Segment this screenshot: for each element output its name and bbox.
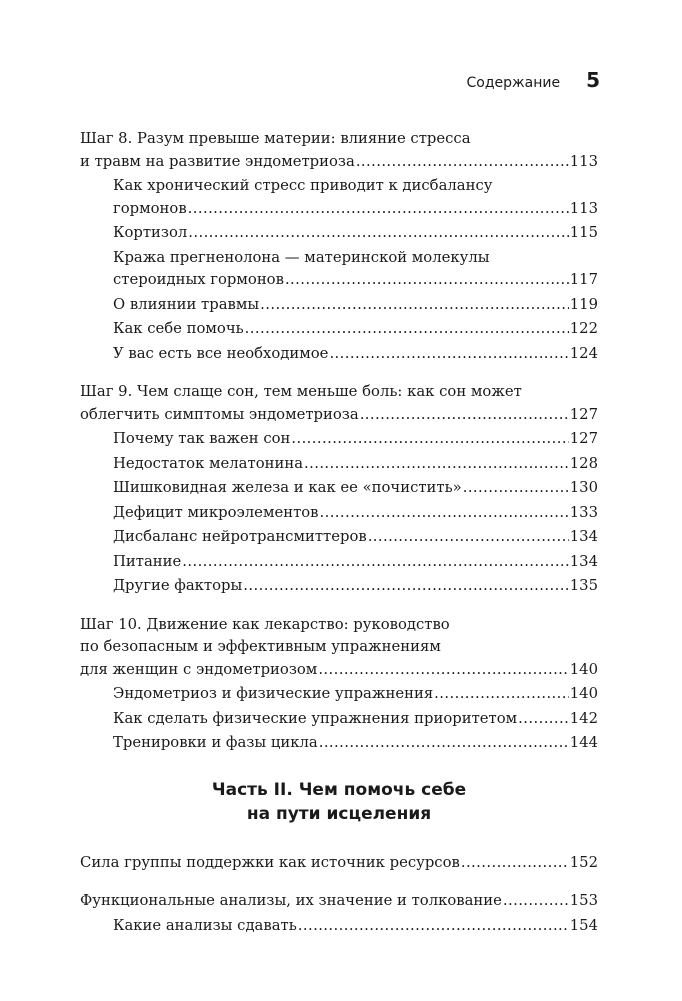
page-ref: 152 [569,853,598,871]
toc-entry-line[interactable] [80,614,598,637]
toc-entry-line[interactable] [80,659,598,682]
dot-leader [291,428,568,451]
toc-subentry [80,428,598,451]
toc-subentry-line[interactable] [80,318,598,341]
toc-subentry-title: Питание [113,552,182,570]
page-ref: 154 [569,916,598,934]
page-ref: 127 [569,430,598,447]
toc-entry [80,381,598,598]
toc-entry-title: по безопасным и эффективным упражнениям [80,638,441,655]
toc-entry [80,128,598,365]
table-of-contents [80,128,598,953]
toc-subentry-title: У вас есть все необходимое [113,344,329,362]
dot-leader [320,502,569,525]
toc-entry [80,852,598,875]
dot-leader [318,659,568,682]
toc-subentry [80,915,598,938]
toc-entry [80,614,598,755]
toc-subentry-title: Почему так важен сон [113,430,291,447]
part-heading [80,778,598,826]
page-ref: 128 [569,454,598,472]
toc-subentry-title: Какие анализы сдавать [113,916,297,934]
dot-leader [329,343,568,366]
toc-subentry-line[interactable] [80,575,598,598]
toc-subentry [80,502,598,525]
toc-subentry-title: стероидных гормонов [113,271,284,288]
toc-entry-title: Шаг 9. Чем слаще сон, тем меньше боль: как сон может [80,383,522,400]
toc-subentry-title: Как себе помочь [113,320,244,337]
toc-subentry [80,453,598,476]
dot-leader [356,151,569,174]
toc-subentry-title: Как хронический стресс приводит к дисбалансу [113,177,493,194]
page-ref: 119 [569,295,598,313]
dot-leader [304,453,569,476]
dot-leader [298,915,569,938]
toc-subentry-line[interactable] [80,222,598,245]
toc-subentry [80,294,598,317]
toc-subentry-line[interactable] [80,343,598,366]
dot-leader [434,683,569,706]
toc-subentry [80,526,598,549]
toc-subentry-title: Эндометриоз и физические упражнения [113,685,434,702]
toc-subentry [80,247,598,292]
toc-entry [80,890,598,937]
toc-entry-title: и травм на развитие эндометриоза [80,152,355,170]
page-ref: 130 [569,479,598,496]
page-ref: 127 [569,405,598,423]
toc-entry-title: Шаг 10. Движение как лекарство: руководство [80,615,450,633]
toc-subentry-title: Кража прегненолона — материнской молекулы [113,248,490,266]
dot-leader [503,890,569,913]
toc-subentry-line[interactable] [80,428,598,451]
page-ref: 134 [569,552,598,570]
toc-subentry-title: Как сделать физические упражнения приоритетом [113,709,518,727]
toc-subentry-line[interactable] [80,502,598,525]
part-title-line: Часть II. Чем помочь себе [211,779,467,800]
toc-subentry-title: гормонов [113,199,187,217]
toc-entry-line[interactable] [80,151,598,174]
toc-entry-line[interactable] [80,381,598,404]
toc-subentry-line[interactable] [80,294,598,317]
dot-leader [182,551,568,574]
toc-entry-line[interactable] [80,636,598,659]
page-number: 5 [586,68,600,92]
dot-leader [285,269,569,292]
dot-leader [461,852,569,875]
dot-leader [518,708,569,731]
toc-subentry-line[interactable] [80,551,598,574]
toc-subentry-title: Тренировки и фазы цикла [113,734,318,751]
dot-leader [188,222,568,245]
toc-entry-title: Функциональные анализы, их значение и толкование [80,892,502,909]
dot-leader [243,575,568,598]
toc-subentry-title: Дисбаланс нейротрансмиттеров [113,528,367,545]
toc-entry-title: Сила группы поддержки как источник ресурсов [80,853,460,871]
toc-subentry [80,222,598,245]
toc-subentry-line[interactable] [80,269,598,292]
toc-subentry-line[interactable] [80,708,598,731]
page-ref: 153 [569,892,598,909]
dot-leader [319,732,569,755]
toc-subentry [80,551,598,574]
toc-subentry [80,318,598,341]
toc-subentry-line[interactable] [80,732,598,755]
toc-subentry-title: Кортизол [113,224,188,241]
running-header [0,68,600,92]
toc-entry-title: Шаг 8. Разум превыше материи: влияние стресса [80,130,471,147]
page-ref: 142 [569,709,598,727]
toc-subentry [80,732,598,755]
page-ref: 134 [569,528,598,545]
toc-subentry-line[interactable] [80,247,598,270]
page-ref: 124 [569,344,598,362]
dot-leader [463,477,569,500]
dot-leader [260,294,569,317]
toc-subentry-title: Дефицит микроэлементов [113,503,319,521]
toc-subentry [80,683,598,706]
toc-entry-line[interactable] [80,852,598,875]
toc-subentry-line[interactable] [80,915,598,938]
toc-subentry-line[interactable] [80,477,598,500]
toc-subentry [80,477,598,500]
page-ref: 133 [569,503,598,521]
toc-entry-title: облегчить симптомы эндометриоза [80,405,359,423]
toc-subentry-title: Другие факторы [113,577,243,594]
page-ref: 113 [569,152,598,170]
toc-subentry-line[interactable] [80,683,598,706]
page-ref: 117 [569,271,598,288]
page-ref: 122 [569,320,598,337]
toc-subentry-line[interactable] [80,175,598,198]
toc-subentry-title: О влиянии травмы [113,295,260,313]
toc-entry-line[interactable] [80,404,598,427]
page-ref: 115 [569,224,598,241]
dot-leader [188,198,569,221]
toc-entry-title: для женщин с эндометриозом [80,660,318,678]
toc-subentry-line[interactable] [80,453,598,476]
part-title-line: на пути исцеления [246,803,432,824]
toc-entry-line[interactable] [80,128,598,151]
toc-subentry [80,575,598,598]
toc-entry-line[interactable] [80,890,598,913]
toc-subentry [80,175,598,220]
page-ref: 144 [569,734,598,751]
dot-leader [245,318,569,341]
toc-subentry [80,343,598,366]
dot-leader [368,526,569,549]
toc-subentry [80,708,598,731]
toc-subentry-title: Недостаток мелатонина [113,454,304,472]
toc-subentry-line[interactable] [80,198,598,221]
toc-subentry-line[interactable] [80,526,598,549]
page-ref: 135 [569,577,598,594]
dot-leader [360,404,569,427]
running-header-section: Содержание [466,75,561,91]
page-ref: 140 [569,685,598,702]
toc-subentry-title: Шишковидная железа и как ее «почистить» [113,479,462,496]
page-ref: 140 [569,660,598,678]
page-ref: 113 [569,199,598,217]
